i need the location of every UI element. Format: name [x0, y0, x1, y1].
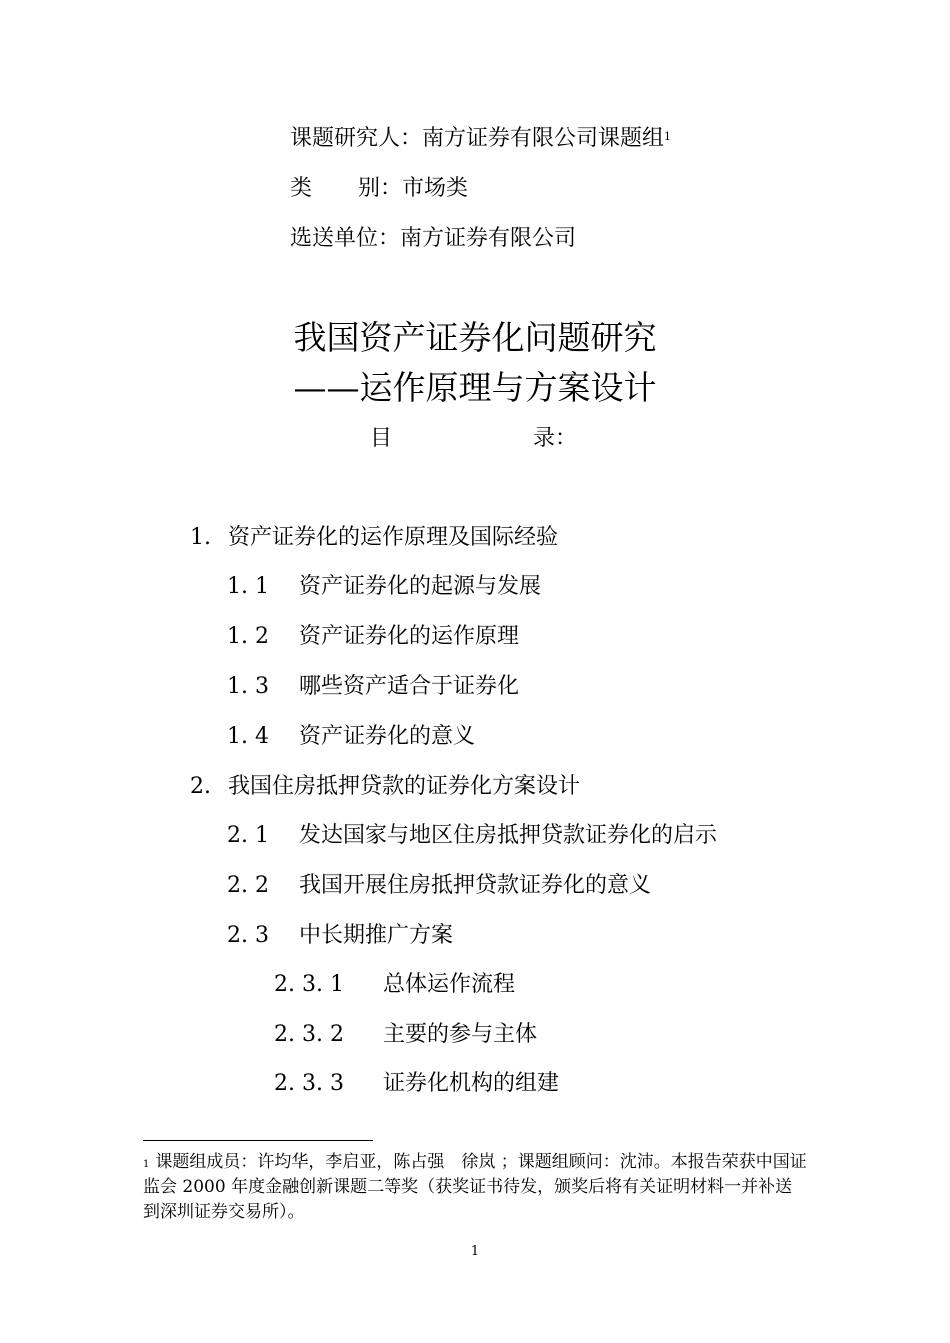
- footnote-ref: 1: [664, 130, 672, 143]
- toc-item: 2. 2 我国开展住房抵押贷款证券化的意义: [227, 873, 652, 898]
- toc-item: 2. 1 发达国家与地区住房抵押贷款证券化的启示: [227, 823, 718, 848]
- unit-label: 选送单位：: [290, 226, 401, 251]
- toc-item: 2. 3. 3 证券化机构的组建: [274, 1071, 560, 1096]
- toc-item: 1. 1 资产证券化的起源与发展: [227, 574, 542, 599]
- title-line-1: 我国资产证券化问题研究: [293, 318, 657, 357]
- toc-item: 1. 4 资产证券化的意义: [227, 724, 476, 749]
- category-label-b: 别：: [358, 176, 403, 201]
- toc-heading-a: 目: [370, 426, 393, 451]
- footnote-mark: 1: [143, 1159, 150, 1170]
- researcher-value: 南方证券有限公司课题组: [422, 126, 665, 151]
- researcher-line: [290, 124, 671, 154]
- toc-item: 2. 3 中长期推广方案: [227, 923, 454, 948]
- title-line-2: ——运作原理与方案设计: [293, 368, 657, 407]
- category-value: 市场类: [402, 176, 469, 201]
- footnote-divider: [143, 1140, 373, 1141]
- toc-item: 1. 3 哪些资产适合于证券化: [227, 674, 520, 699]
- researcher-label: 课题研究人：: [290, 126, 423, 151]
- category-line: [290, 174, 468, 204]
- toc-item: 2. 3. 1 总体运作流程: [274, 972, 516, 997]
- footnote: [143, 1150, 808, 1225]
- toc-item: 1. 2 资产证券化的运作原理: [227, 624, 520, 649]
- toc-item: 2. 3. 2 主要的参与主体: [274, 1022, 538, 1047]
- unit-value: 南方证券有限公司: [400, 226, 577, 251]
- page-number: 1: [470, 1244, 480, 1259]
- toc-heading-b: 录：: [533, 426, 578, 451]
- unit-line: [290, 224, 576, 254]
- footnote-text: 课题组成员：许均华，李启亚，陈占强 徐岚 ；课题组顾问：沈沛。本报告荣获中国证监会 2000 年度金融创新课题二等奖（获奖证书待发，颁奖后将有关证明材料一并补送到深圳证券交易所）。: [143, 1152, 807, 1222]
- category-label-a: 类: [290, 176, 313, 201]
- toc-item: 1. 资产证券化的运作原理及国际经验: [190, 525, 559, 550]
- toc-item: 2. 我国住房抵押贷款的证券化方案设计: [190, 774, 581, 799]
